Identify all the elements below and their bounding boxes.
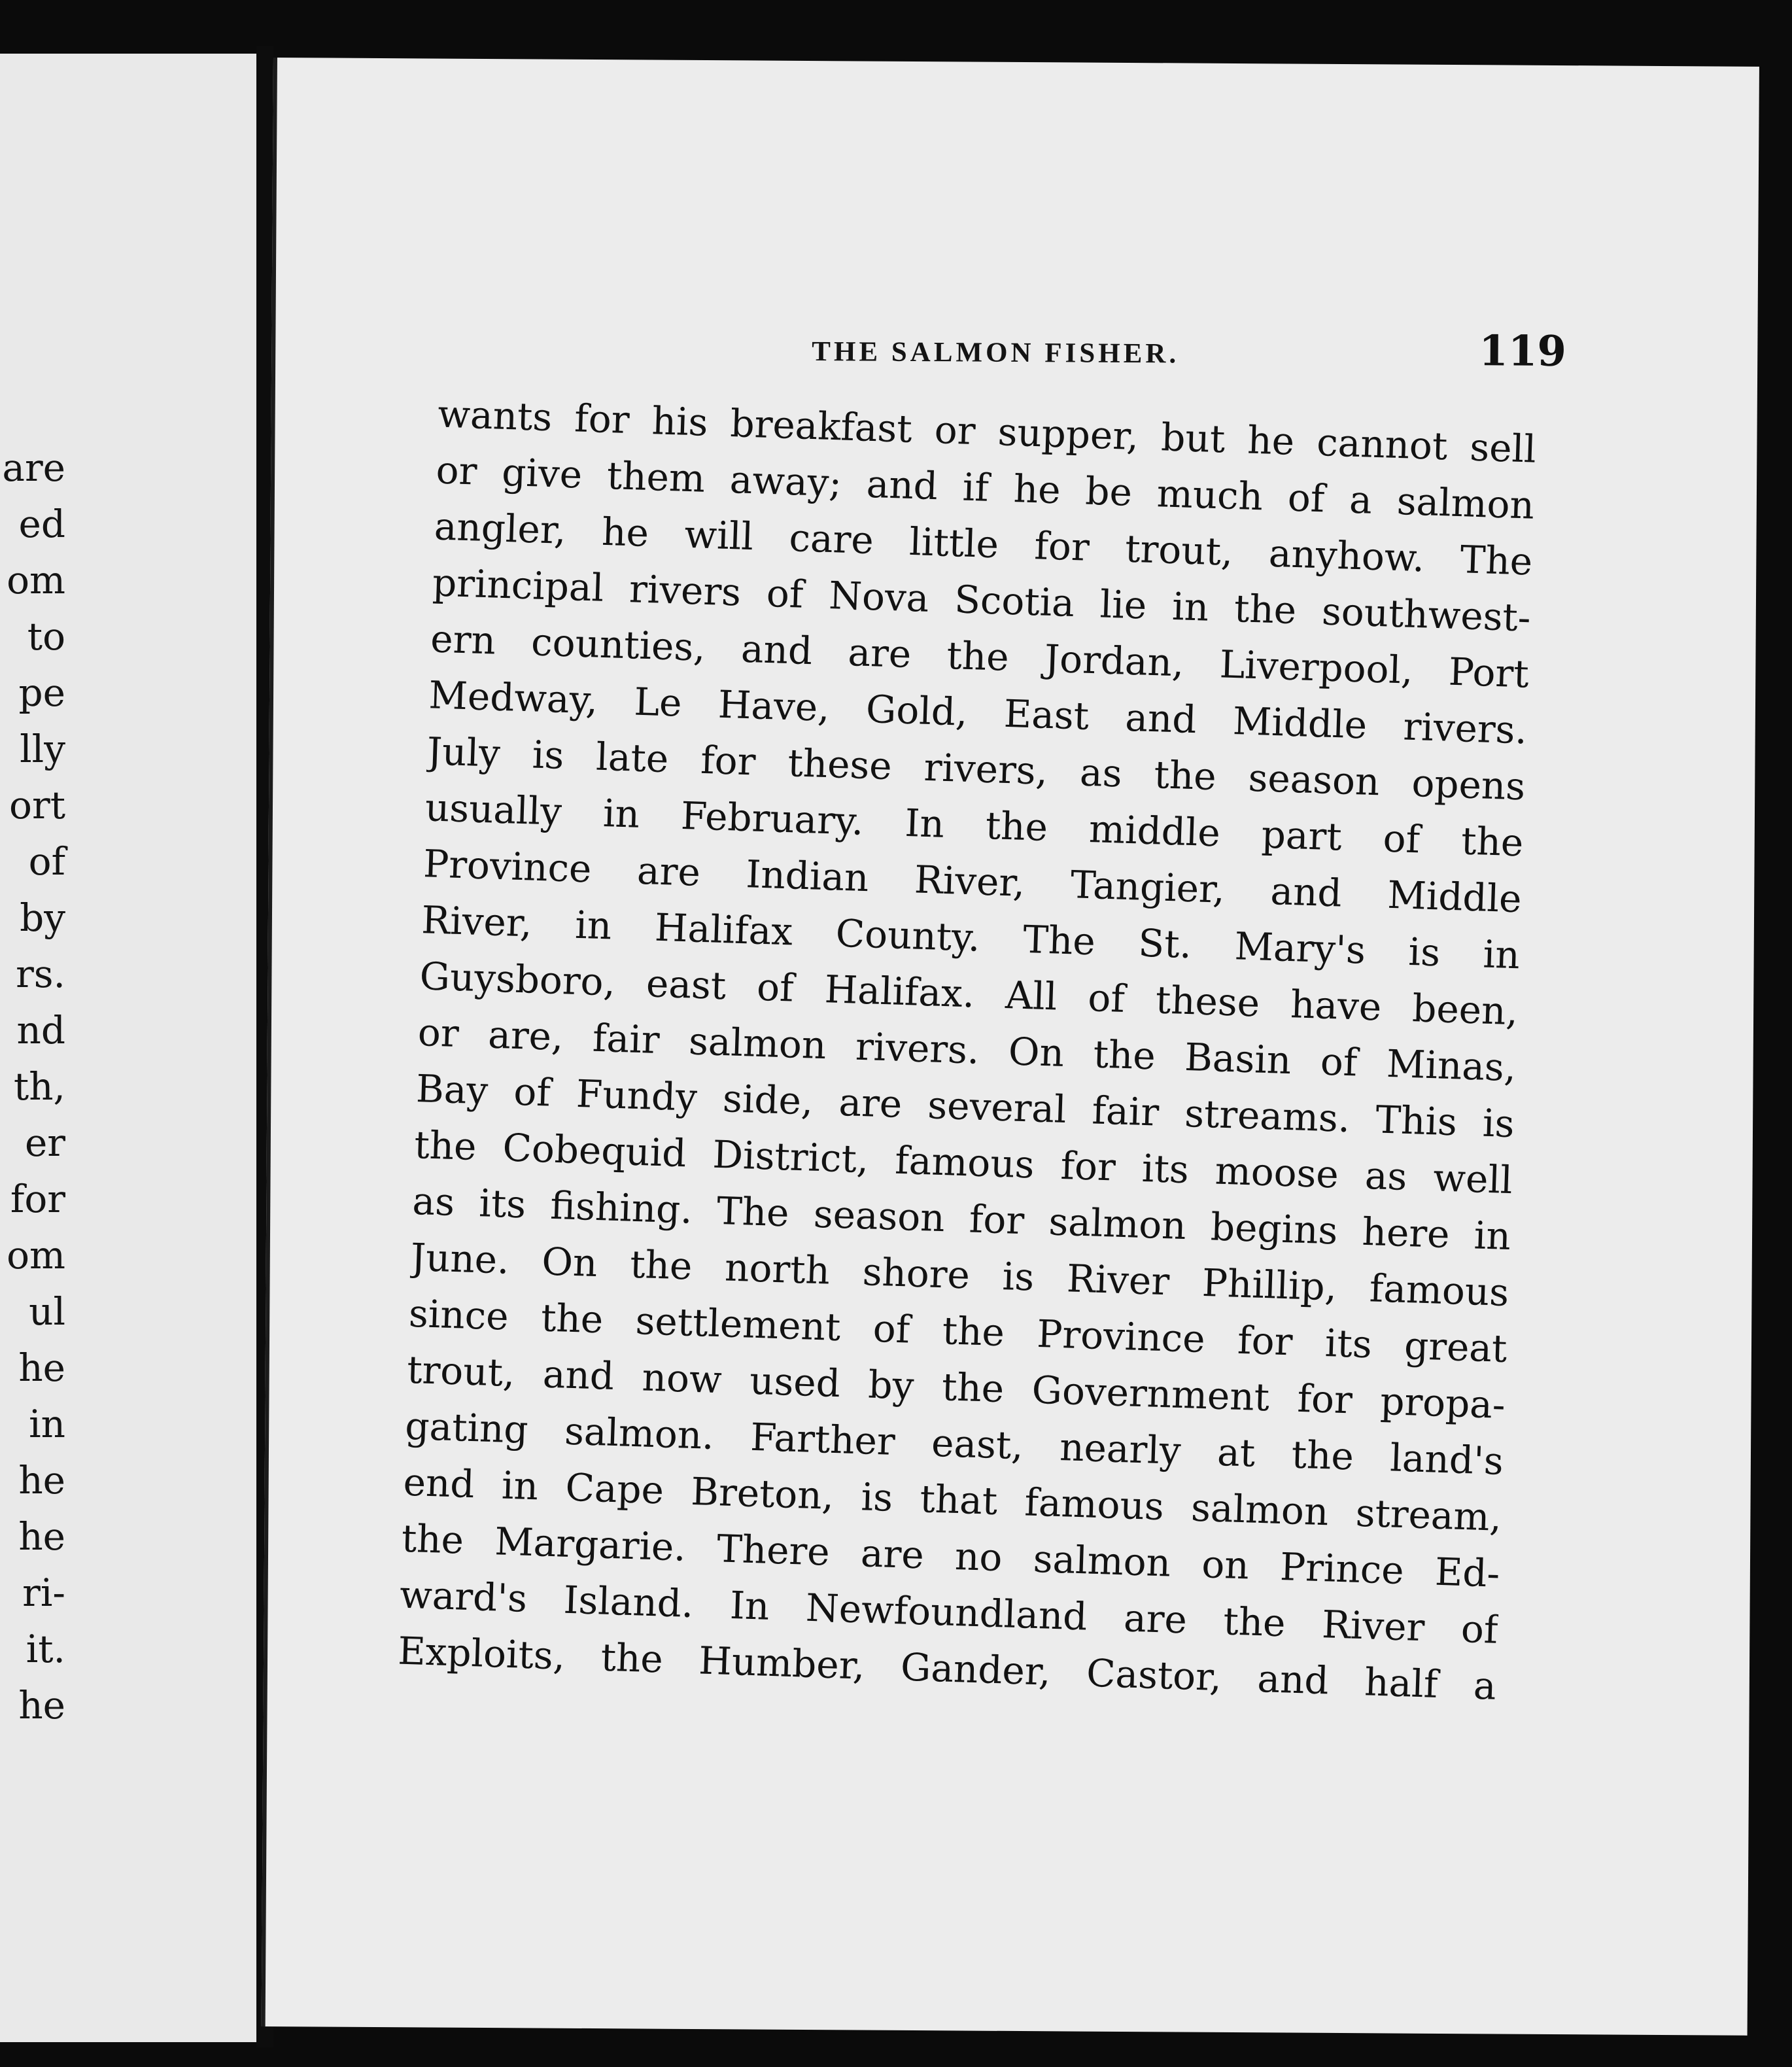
text-line: ward's Island. In Newfoundland are the River of — [399, 1572, 1499, 1652]
text-line: wants for his breakfast or supper, but he cannot sell — [437, 391, 1537, 472]
text-fragment: he — [18, 1514, 65, 1559]
text-fragment: to — [27, 614, 65, 659]
text-fragment: rs. — [16, 952, 65, 996]
text-line: River, in Halifax County. The St. Mary's is in — [421, 897, 1521, 978]
text-line: since the settlement of the Province for its great — [408, 1291, 1508, 1372]
text-line: Exploits, the Humber, Gander, Castor, and half a — [397, 1628, 1497, 1709]
text-line: Guysboro, east of Halifax. All of these have been, — [419, 954, 1519, 1034]
text-fragment: are — [2, 445, 65, 490]
text-fragment: th, — [13, 1064, 65, 1109]
text-line: the Cobequid District, famous for its moose as well — [413, 1122, 1513, 1203]
text-line: the Margarie. There are no salmon on Prince Ed- — [400, 1516, 1501, 1596]
text-line: principal rivers of Nova Scotia lie in the southwest- — [432, 560, 1532, 640]
text-fragment: of — [28, 839, 65, 884]
text-fragment: by — [20, 895, 65, 940]
text-fragment: he — [18, 1346, 65, 1390]
text-line: end in Cape Breton, is that famous salmon stream, — [402, 1459, 1503, 1540]
text-line: angler, he will care little for trout, anyhow. The — [433, 504, 1534, 584]
text-fragment: om — [7, 1233, 65, 1277]
text-fragment: it. — [26, 1627, 65, 1671]
current-page — [262, 58, 1759, 2036]
text-fragment: nd — [16, 1008, 65, 1052]
text-line: July is late for these rivers, as the season opens — [426, 729, 1526, 809]
text-fragment: ul — [29, 1289, 65, 1334]
text-line: or are, fair salmon rivers. On the Basin of Minas, — [417, 1010, 1517, 1090]
text-line: trout, and now used by the Government for propa- — [406, 1347, 1506, 1427]
text-fragment: he — [18, 1683, 65, 1728]
text-line: Bay of Fundy side, are several fair streams. This is — [415, 1066, 1515, 1147]
page-number: 119 — [1479, 326, 1567, 377]
previous-page — [0, 54, 258, 2042]
page-body-text — [397, 386, 1537, 1714]
running-head: THE SALMON FISHER. — [812, 336, 1180, 370]
text-line: Province are Indian River, Tangier, and Middle — [422, 841, 1523, 922]
text-fragment: om — [7, 558, 65, 602]
text-fragment: for — [10, 1177, 65, 1221]
text-line: or give them away; and if he be much of a salmon — [435, 447, 1535, 528]
text-fragment: ed — [18, 502, 65, 546]
text-fragment: pe — [18, 670, 65, 715]
text-fragment: er — [24, 1120, 65, 1165]
text-line: ern counties, and are the Jordan, Liverpool, Port — [430, 616, 1530, 697]
text-line: June. On the north shore is River Phillip, famous — [409, 1234, 1510, 1315]
text-line: gating salmon. Farther east, nearly at the land's — [404, 1403, 1504, 1484]
text-line: Medway, Le Have, Gold, East and Middle rivers. — [428, 672, 1528, 753]
text-fragment: in — [29, 1402, 65, 1446]
text-fragment: ri- — [22, 1571, 65, 1615]
text-line: as its fishing. The season for salmon begins here in — [411, 1178, 1511, 1259]
previous-page-text-fragments — [0, 440, 65, 1733]
text-fragment: ort — [9, 783, 65, 827]
text-fragment: he — [18, 1458, 65, 1502]
text-line: usually in February. In the middle part of the — [424, 785, 1525, 865]
text-fragment: lly — [20, 727, 65, 771]
